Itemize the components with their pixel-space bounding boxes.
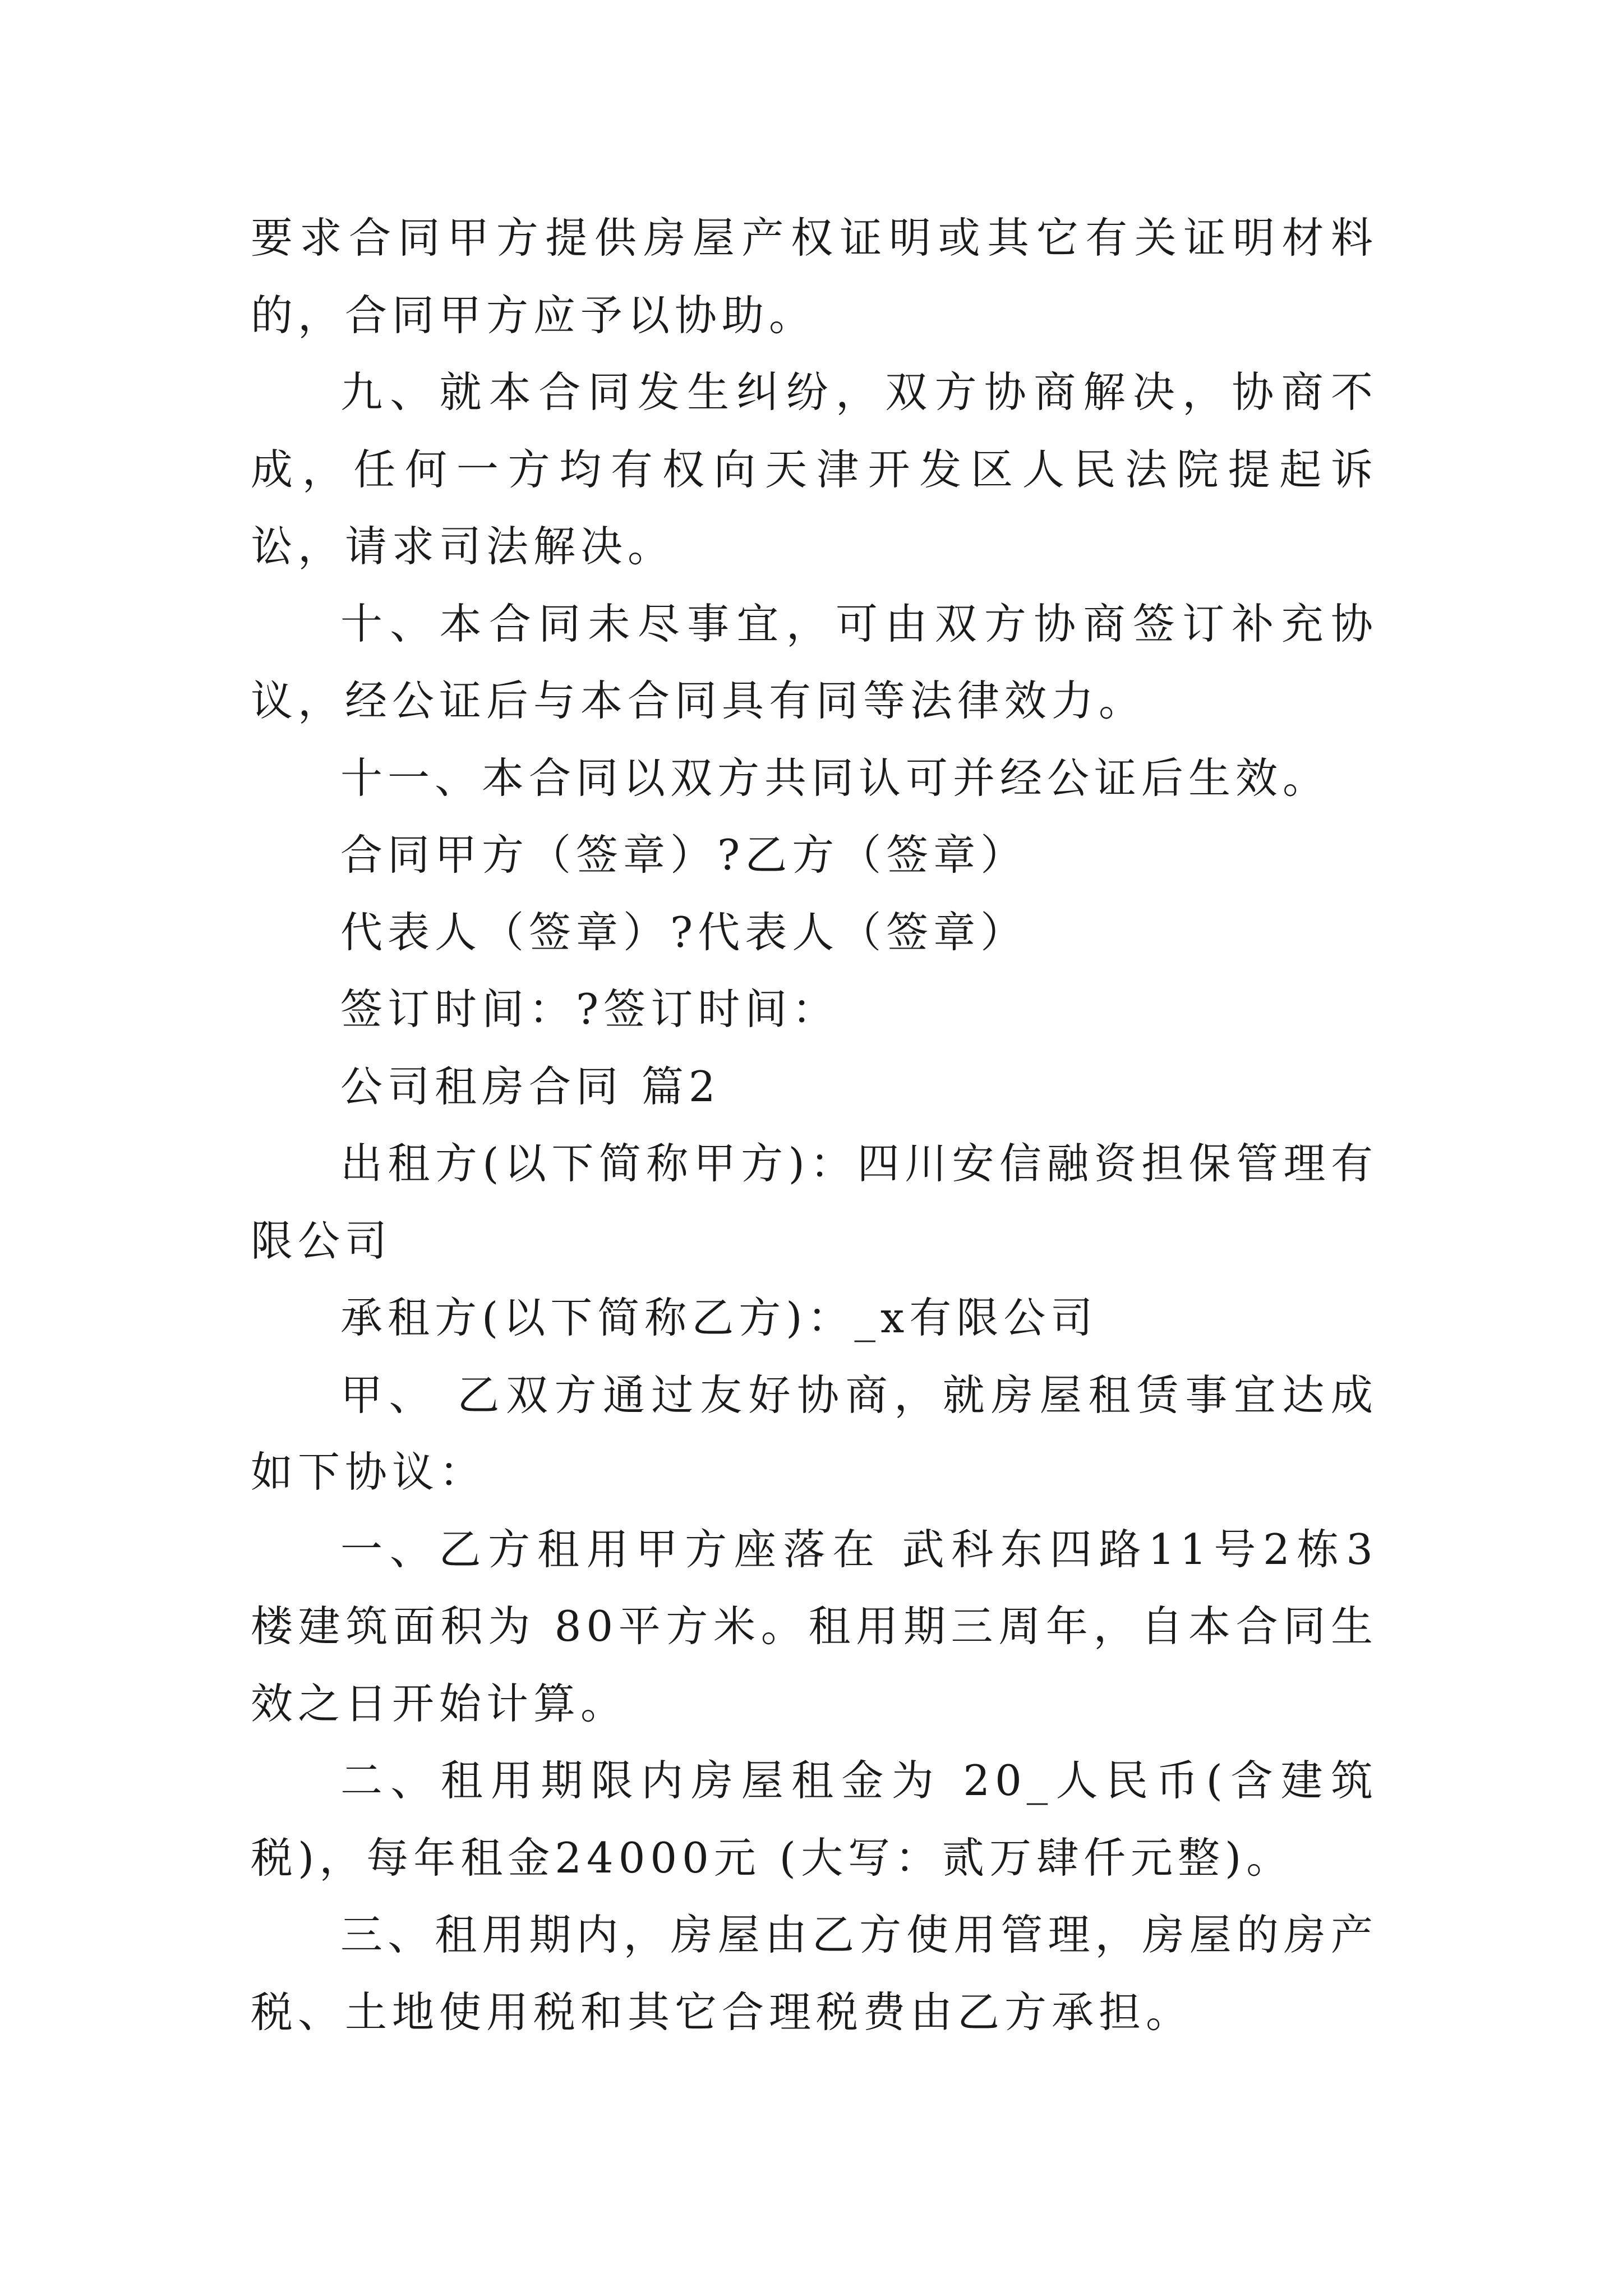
clause-1: 一、乙方租用甲方座落在 武科东四路11号2栋3楼建筑面积为 80平方米。租用期三周年，自本合同生效之日开始计算。 <box>251 1524 1378 1728</box>
signature-party-a-b: 合同甲方（签章）?乙方（签章） <box>340 830 1028 880</box>
clause-3: 三、租用期内，房屋由乙方使用管理，房屋的房产税、土地使用税和其它合理税费由乙方承担。 <box>251 1910 1378 2037</box>
agreement-intro: 甲、 乙双方通过友好协商，就房屋租赁事宜达成如下协议： <box>251 1370 1378 1497</box>
clause-2: 二、租用期限内房屋租金为 20_人民币(含建筑税)，每年租金24000元 (大写：贰万肆仟元整)。 <box>251 1756 1378 1883</box>
document-body <box>251 200 1378 2051</box>
section-title: 公司租房合同 篇2 <box>340 1061 721 1111</box>
lessor-line: 出租方(以下简称甲方)：四川安信融资担保管理有限公司 <box>251 1139 1378 1266</box>
clause-10: 十、本合同未尽事宜，可由双方协商签订补充协议，经公证后与本合同具有同等法律效力。 <box>251 599 1378 725</box>
signature-dates: 签订时间：?签订时间： <box>340 984 840 1034</box>
lessee-line: 承租方(以下简称乙方)：_x有限公司 <box>340 1293 1098 1342</box>
clause-11: 十一、本合同以双方共同认可并经公证后生效。 <box>340 753 1330 803</box>
clause-9: 九、就本合同发生纠纷，双方协商解决，协商不成，任何一方均有权向天津开发区人民法院提起诉讼，请求司法解决。 <box>251 367 1378 571</box>
paragraph-continuation: 要求合同甲方提供房屋产权证明或其它有关证明材料的，合同甲方应予以协助。 <box>251 213 1378 340</box>
signature-representatives: 代表人（签章）?代表人（签章） <box>340 907 1028 957</box>
